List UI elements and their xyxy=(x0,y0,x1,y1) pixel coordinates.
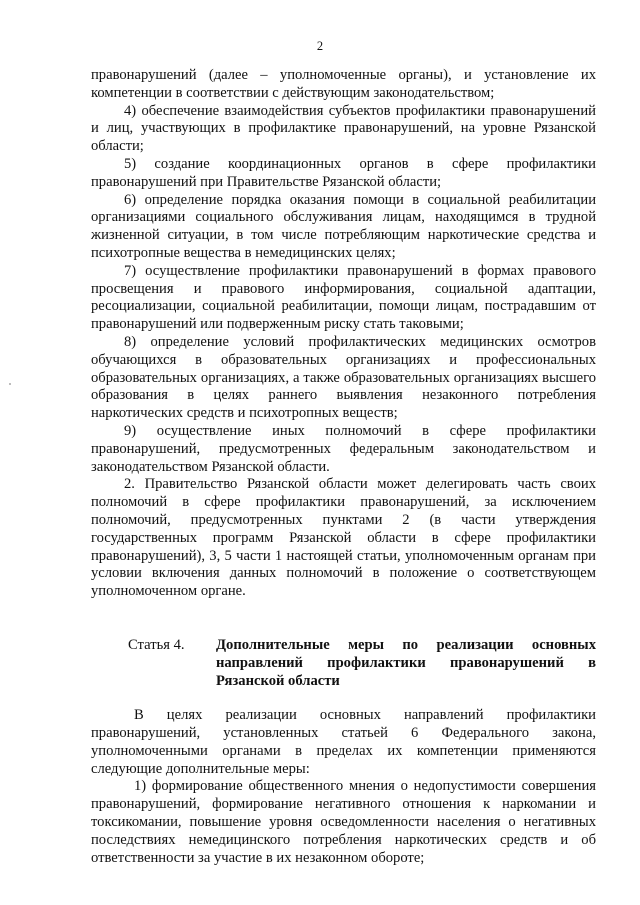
paragraph-part-2: 2. Правительство Рязанской области может делегировать часть своих полномочий в сфере профилактики правонарушений, за исключением полномочий, предусмотренных пунктами 2 (в части утверждения государственных программ Рязанской области в сфере профилактики правонарушений), 3, 5 части 1 настоящей статьи, уполномоченным органам при условии включения данных полномочий в положение о соответствующем уполномоченном органе. xyxy=(91,476,596,600)
paragraph-item-6: 6) определение порядка оказания помощи в социальной реабилитации организациями социального обслуживания лицам, находящимся в трудной жизненной ситуации, в том числе потребляющим наркотические средства и психотропные вещества в немедицинских целях; xyxy=(91,191,596,261)
article-label: Статья 4. xyxy=(128,636,185,653)
paragraph-item-4: 4) обеспечение взаимодействия субъектов профилактики правонарушений и лиц, участвующих в профилактике правонарушений, на уровне Рязанской области; xyxy=(91,102,596,155)
paragraph-item-9: 9) осуществление иных полномочий в сфере профилактики правонарушений, предусмотренных федеральным законодательством и законодательством Рязанской области. xyxy=(91,422,596,475)
paragraph-item-5: 5) создание координационных органов в сфере профилактики правонарушений при Правительстве Рязанской области; xyxy=(91,155,596,190)
paragraph-intro: В целях реализации основных направлений профилактики правонарушений, установленных статьей 6 Федерального закона, уполномоченными органами в пределах их компетенции применяются следующие дополнительные меры: xyxy=(91,707,596,777)
document-body xyxy=(91,67,596,867)
paragraph-item-7: 7) осуществление профилактики правонарушений в формах правового просвещения и правового информирования, социальной адаптации, ресоциализации, социальной реабилитации, помощи лицам, пострадавшим от правонарушений или подверженным риску стать таковыми; xyxy=(91,262,596,333)
paragraph-item-8: 8) определение условий профилактических медицинских осмотров обучающихся в образовательных организациях и профессиональных образовательных организациях, а также образовательных организациях высшего образования в целях раннего выявления незаконного потребления наркотических средств и психотропных веществ; xyxy=(91,333,596,422)
article-heading xyxy=(91,637,596,690)
paragraph-measure-1: 1) формирование общественного мнения о недопустимости совершения правонарушений, формирование негативного отношения к наркомании и токсикомании, повышение уровня осведомленности населения о негативных последствиях немедицинского потребления наркотических средств и об ответственности за участие в их незаконном обороте; xyxy=(91,778,596,866)
spacer xyxy=(91,601,596,619)
paragraph-continuation: правонарушений (далее – уполномоченные органы), и установление их компетенции в соответствии с действующим законодательством; xyxy=(91,67,596,101)
scan-margin-mark xyxy=(9,383,11,385)
page-number: 2 xyxy=(316,39,324,53)
article-title: Дополнительные меры по реализации основных направлений профилактики правонарушений в Рязанской области xyxy=(216,636,596,689)
